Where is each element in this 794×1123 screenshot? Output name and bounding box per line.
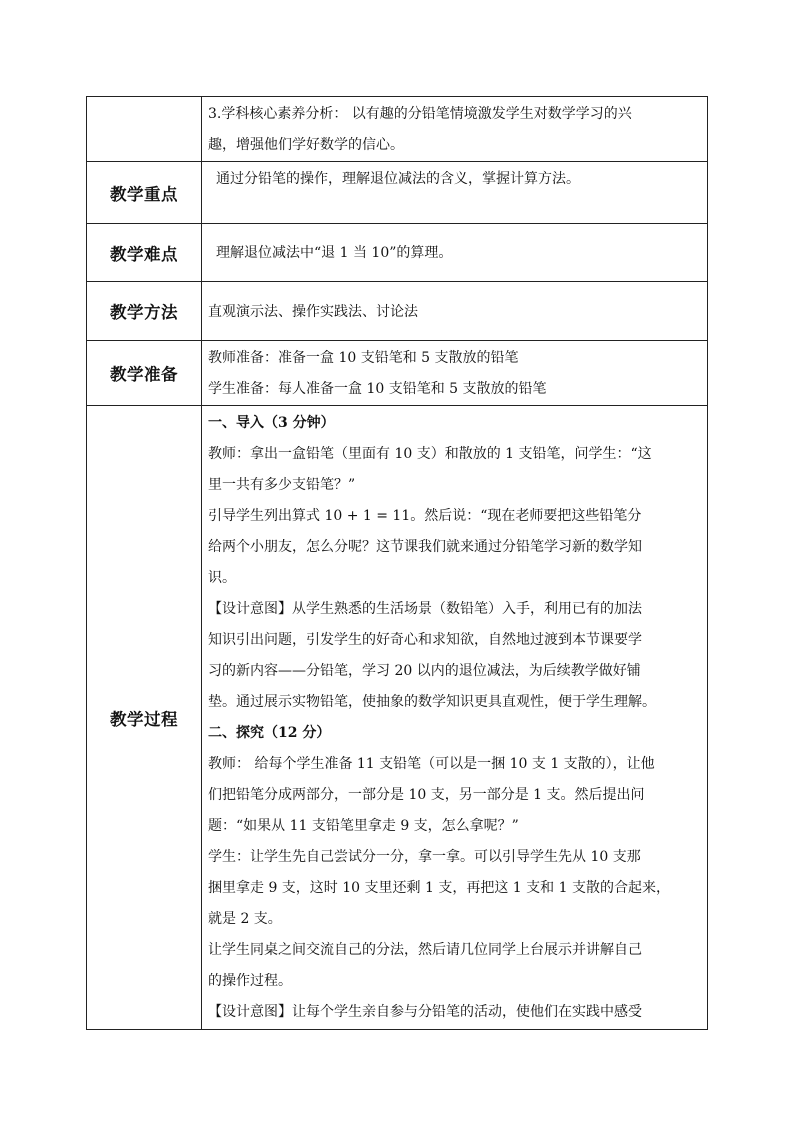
process-line: 教师：拿出一盒铅笔（里面有 10 支）和散放的 1 支铅笔，问学生：“这: [208, 446, 652, 462]
process-line: 题：“如果从 11 支铅笔里拿走 9 支，怎么拿呢？”: [208, 818, 519, 834]
process-row: [87, 406, 708, 1030]
section-heading-intro: 一、导入（3 分钟）: [208, 415, 335, 431]
key-points-text: 通过分铅笔的操作，理解退位减法的含义，掌握计算方法。: [216, 171, 580, 187]
preparation-label: 教学准备: [87, 341, 202, 406]
process-line: 学生：让学生先自己尝试分一分，拿一拿。可以引导学生先从 10 支那: [208, 849, 641, 865]
process-line: 【设计意图】让每个学生亲自参与分铅笔的活动，使他们在实践中感受: [208, 1004, 642, 1020]
key-points-row: [87, 162, 708, 224]
key-points-cell: [202, 162, 708, 224]
methods-text: 直观演示法、操作实践法、讨论法: [208, 303, 418, 320]
process-line: 【设计意图】从学生熟悉的生活场景（数铅笔）入手，利用已有的加法: [208, 601, 642, 617]
process-line: 知识引出问题，引发学生的好奇心和求知欲，自然地过渡到本节课要学: [208, 632, 642, 648]
process-line: 识。: [208, 570, 236, 586]
analysis-cell: [202, 97, 708, 162]
process-line: 里一共有多少支铅笔？”: [208, 477, 356, 493]
difficulties-row: [87, 224, 708, 282]
preparation-cell: [202, 341, 708, 406]
methods-row: [87, 282, 708, 341]
difficulties-cell: [202, 224, 708, 282]
difficulties-label: 教学难点: [87, 224, 202, 282]
section-heading-explore: 二、探究（12 分）: [208, 725, 331, 741]
process-line: 的操作过程。: [208, 973, 292, 989]
process-line: 教师： 给每个学生准备 11 支铅笔（可以是一捆 10 支 1 支散的），让他: [208, 756, 655, 772]
process-line: 给两个小朋友，怎么分呢？这节课我们就来通过分铅笔学习新的数学知: [208, 539, 642, 555]
methods-cell: [202, 282, 708, 341]
process-line: 让学生同桌之间交流自己的分法，然后请几位同学上台展示并讲解自己: [208, 942, 642, 958]
student-preparation: 学生准备：每人准备一盒 10 支铅笔和 5 支散放的铅笔: [208, 381, 547, 397]
process-line: 就是 2 支。: [208, 911, 282, 927]
process-line: 垫。通过展示实物铅笔，使抽象的数学知识更具直观性，便于学生理解。: [208, 694, 656, 710]
preparation-row: [87, 341, 708, 406]
lesson-plan-table: [86, 96, 708, 1030]
process-cell: [202, 406, 708, 1030]
methods-label: 教学方法: [87, 282, 202, 341]
key-points-label: 教学重点: [87, 162, 202, 224]
process-label: 教学过程: [87, 406, 202, 1030]
process-line: 习的新内容——分铅笔，学习 20 以内的退位减法，为后续教学做好铺: [208, 663, 641, 679]
analysis-label-cell: [87, 97, 202, 162]
analysis-line-1: 3.学科核心素养分析： 以有趣的分铅笔情境激发学生对数学学习的兴: [208, 106, 632, 122]
difficulties-text: 理解退位减法中“退 1 当 10”的算理。: [216, 245, 453, 261]
process-line: 们把铅笔分成两部分，一部分是 10 支，另一部分是 1 支。然后提出问: [208, 787, 645, 803]
analysis-line-2: 趣，增强他们学好数学的信心。: [208, 137, 404, 153]
analysis-row: [87, 97, 708, 162]
teacher-preparation: 教师准备：准备一盒 10 支铅笔和 5 支散放的铅笔: [208, 350, 519, 366]
process-line: 捆里拿走 9 支，这时 10 支里还剩 1 支，再把这 1 支和 1 支散的合起来，: [208, 880, 670, 896]
process-line: 引导学生列出算式 10 + 1 = 11。然后说：“现在老师要把这些铅笔分: [208, 508, 642, 524]
